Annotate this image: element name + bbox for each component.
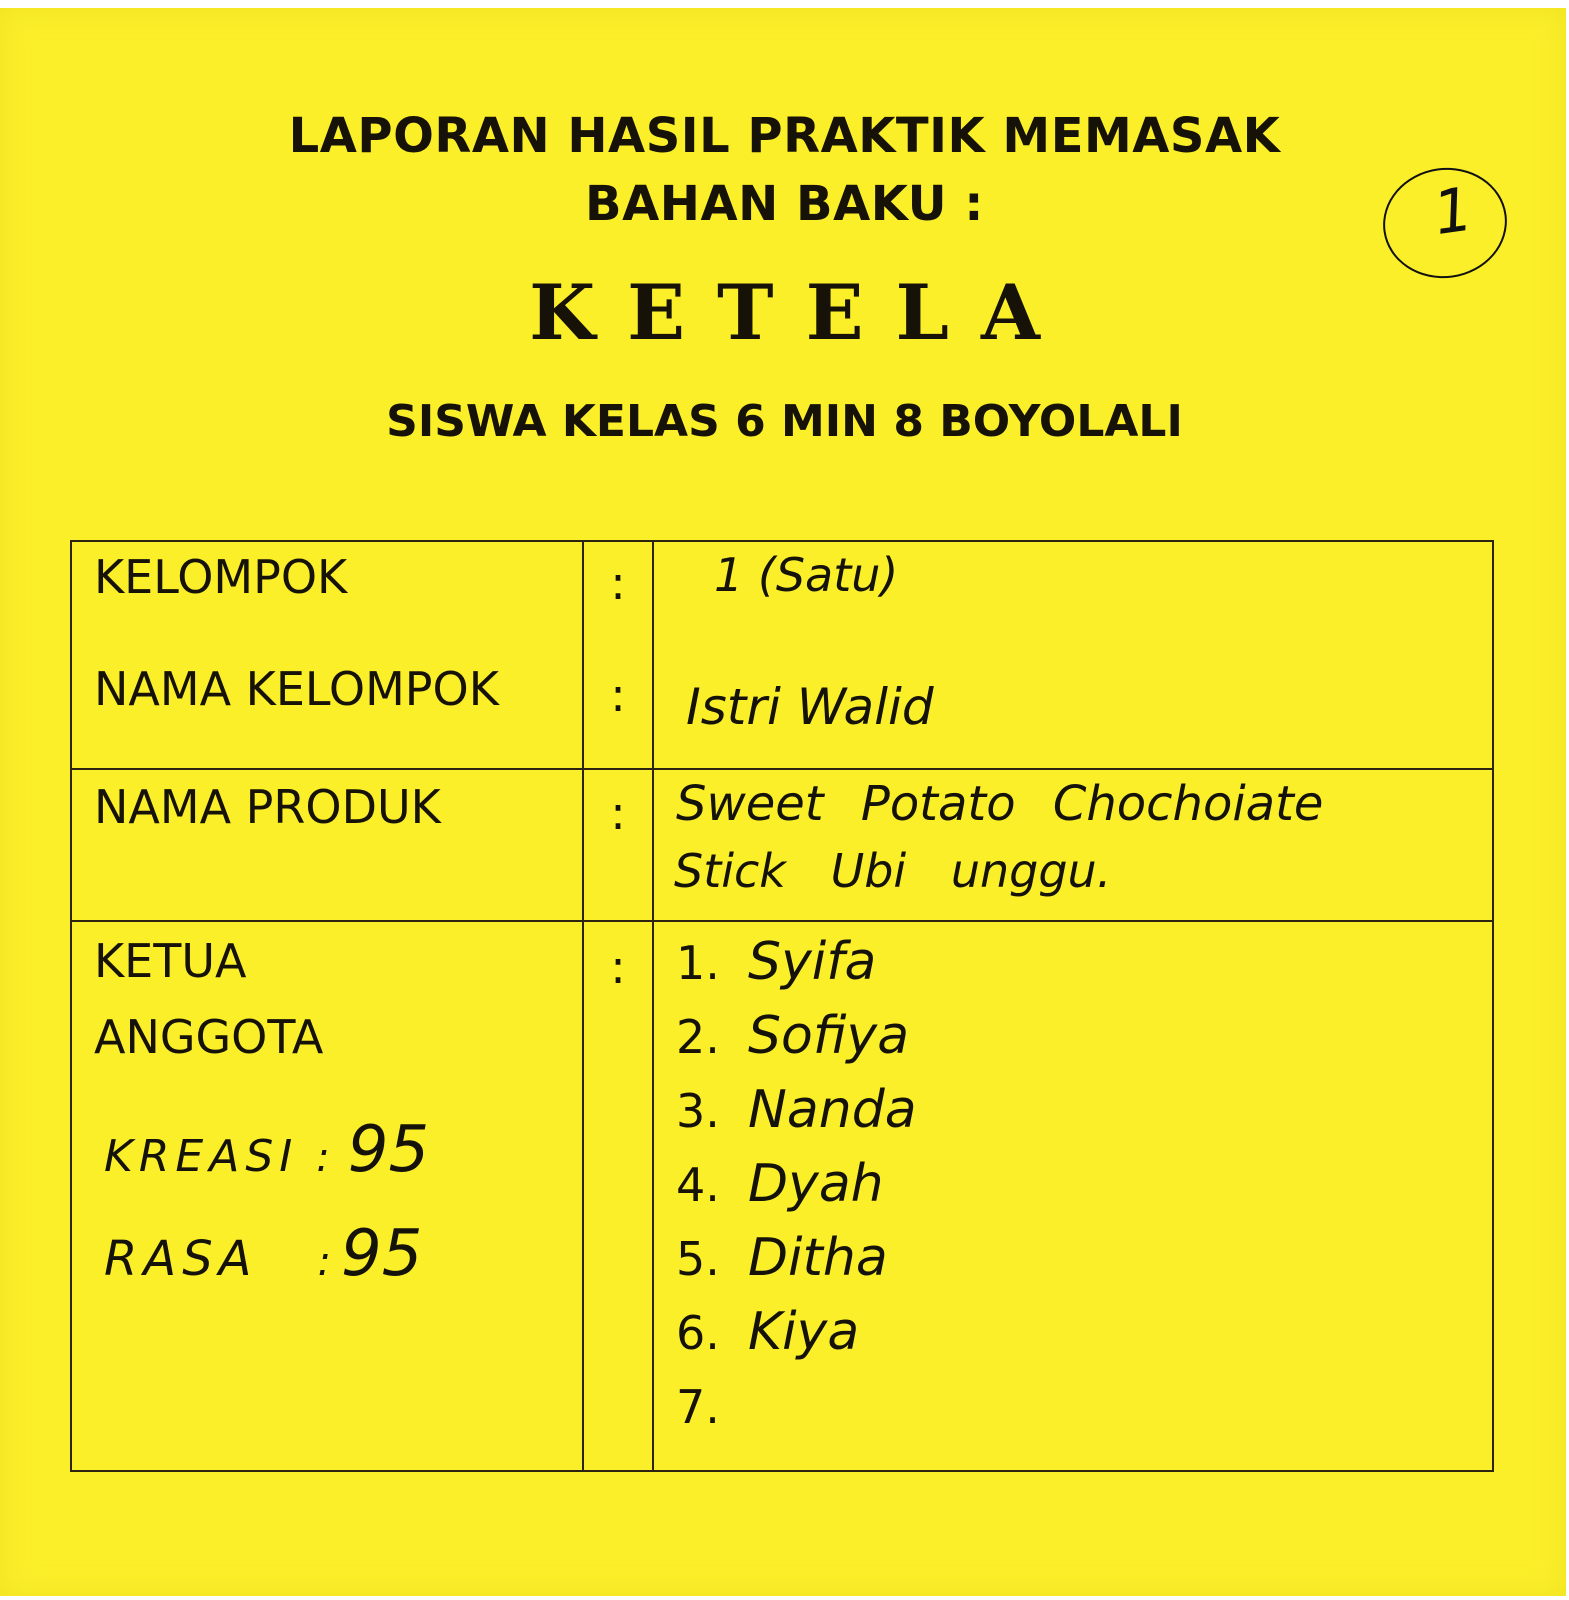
list-item [654,932,1492,1010]
page-number: 1 [1432,173,1473,251]
members-value-cell [653,921,1493,1471]
colon: : [610,668,626,722]
members-row [71,921,1493,1471]
score-label: KREASI [104,1131,299,1182]
member-number: 6. [676,1306,720,1360]
ingredient-title: KETELA [529,268,1072,357]
report-title: LAPORAN HASIL PRAKTIK MEMASAK [288,108,1281,164]
member-number: 2. [676,1010,720,1064]
member-number: 1. [676,936,720,990]
ketua-label: KETUA [94,934,247,988]
raw-material-heading: BAHAN BAKU : [585,176,984,232]
list-item [654,1380,1492,1454]
product-label-cell [71,769,583,921]
list-item [654,1302,1492,1380]
member-name: Syifa [748,932,877,992]
score-value: 95 [340,1217,423,1291]
product-value-cell [653,769,1493,921]
product-row [71,769,1493,921]
nama-kelompok-value: Istri Walid [686,678,934,736]
colon: : [610,940,626,994]
class-subtitle: SISWA KELAS 6 MIN 8 BOYOLALI [386,396,1183,447]
score-rasa [104,1217,423,1291]
nama-kelompok-label: NAMA KELOMPOK [94,662,499,716]
member-name: Dyah [748,1154,884,1214]
group-row [71,541,1493,769]
member-list [654,922,1492,1454]
list-item [654,1080,1492,1158]
member-name: Sofiya [748,1006,910,1066]
members-colon-cell [583,921,653,1471]
product-name-line1: Sweet Potato Chochoiate [676,776,1324,832]
group-value-cell [653,541,1493,769]
member-number: 7. [676,1380,720,1434]
score-separator: : [316,1135,330,1181]
list-item [654,1006,1492,1084]
member-name: Ditha [748,1228,888,1288]
product-name-line2: Stick Ubi unggu. [674,844,1112,898]
anggota-label: ANGGOTA [94,1010,324,1064]
product-colon-cell [583,769,653,921]
score-separator: : [317,1239,331,1285]
group-colon-cell [583,541,653,769]
score-label: RASA [104,1231,258,1287]
member-number: 4. [676,1158,720,1212]
members-label-cell [71,921,583,1471]
group-label-cell [71,541,583,769]
colon: : [610,786,626,840]
colon: : [610,556,626,610]
list-item [654,1228,1492,1306]
score-value: 95 [347,1113,430,1187]
kelompok-label: KELOMPOK [94,550,348,604]
member-name: Nanda [748,1080,917,1140]
kelompok-value: 1 (Satu) [714,548,899,602]
member-name: Kiya [748,1302,860,1362]
score-kreasi [104,1113,430,1187]
nama-produk-label: NAMA PRODUK [94,780,441,834]
report-table [70,540,1494,1472]
list-item [654,1154,1492,1232]
member-number: 3. [676,1084,720,1138]
member-number: 5. [676,1232,720,1286]
